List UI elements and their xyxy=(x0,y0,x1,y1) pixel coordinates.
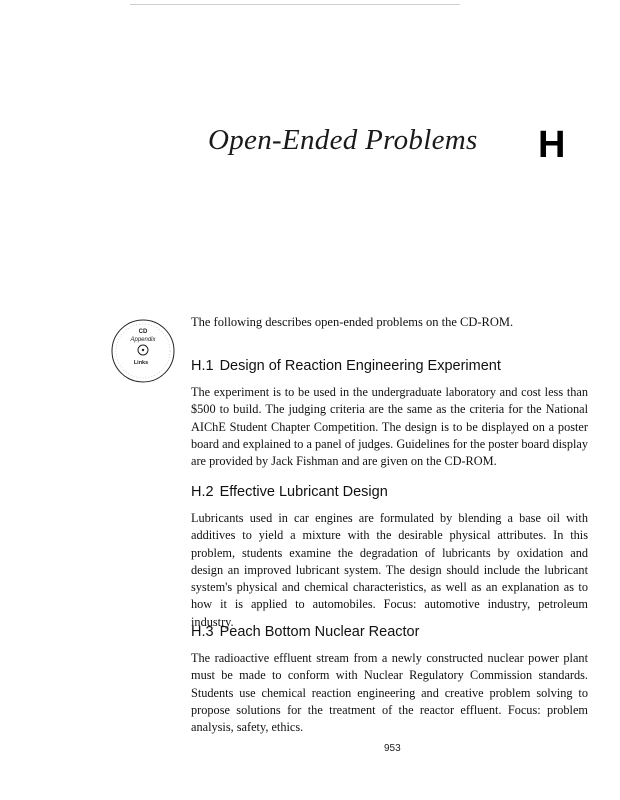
section-h2-body: Lubricants used in car engines are formulated by blending a base oil with additives to yield a mixture with the desirable physical attributes. In this problem, students examine the degradation of lubricants by oxidation and design an improved lubricant system. The design should include the lubricant system's physical and chemical characteristics, as well as an explanation as to how it is applied to automobiles. Focus: automotive industry, petroleum industry. xyxy=(191,511,588,629)
section-h1-number: H.1 xyxy=(191,358,214,374)
section-h1-body: The experiment is to be used in the undergraduate laboratory and cost less than $500 to build. The judging criteria are the same as the criteria for the National AIChE Student Chapter Competition. The design is to be displayed on a poster board and explained to a panel of judges. Guidelines for the poster board display are provided by Jack Fishman and are given on the CD-ROM. xyxy=(191,385,588,469)
cd-label-line2: Appendix xyxy=(130,337,156,343)
appendix-letter: H xyxy=(538,124,566,166)
section-h2-title: Effective Lubricant Design xyxy=(219,484,388,500)
section-h2-heading xyxy=(191,484,588,500)
cd-label-line1: CD xyxy=(138,329,148,335)
intro-text: The following describes open-ended problems on the CD-ROM. xyxy=(191,315,514,329)
section-h3-number: H.3 xyxy=(191,624,214,640)
cd-disc-icon xyxy=(110,318,176,384)
section-h3 xyxy=(191,624,588,736)
section-h2 xyxy=(191,484,588,631)
section-h3-body: The radioactive effluent stream from a newly constructed nuclear power plant must be made to conform with Nuclear Regulatory Commission standards. Students use chemical reaction engineering and creative problem solving to propose solutions for the treatment of the reactor effluent. Focus: problem analysis, safety, ethics. xyxy=(191,651,588,735)
section-h3-title: Peach Bottom Nuclear Reactor xyxy=(219,624,420,640)
section-h2-number: H.2 xyxy=(191,484,214,500)
page-number: 953 xyxy=(384,743,401,754)
section-h1 xyxy=(191,358,588,470)
chapter-title: Open-Ended Problems xyxy=(208,124,478,156)
cd-label-line3: Links xyxy=(133,360,149,366)
top-rule xyxy=(130,4,460,5)
section-h1-title: Design of Reaction Engineering Experiment xyxy=(219,358,501,374)
section-h3-heading xyxy=(191,624,588,640)
section-h1-heading xyxy=(191,358,588,374)
